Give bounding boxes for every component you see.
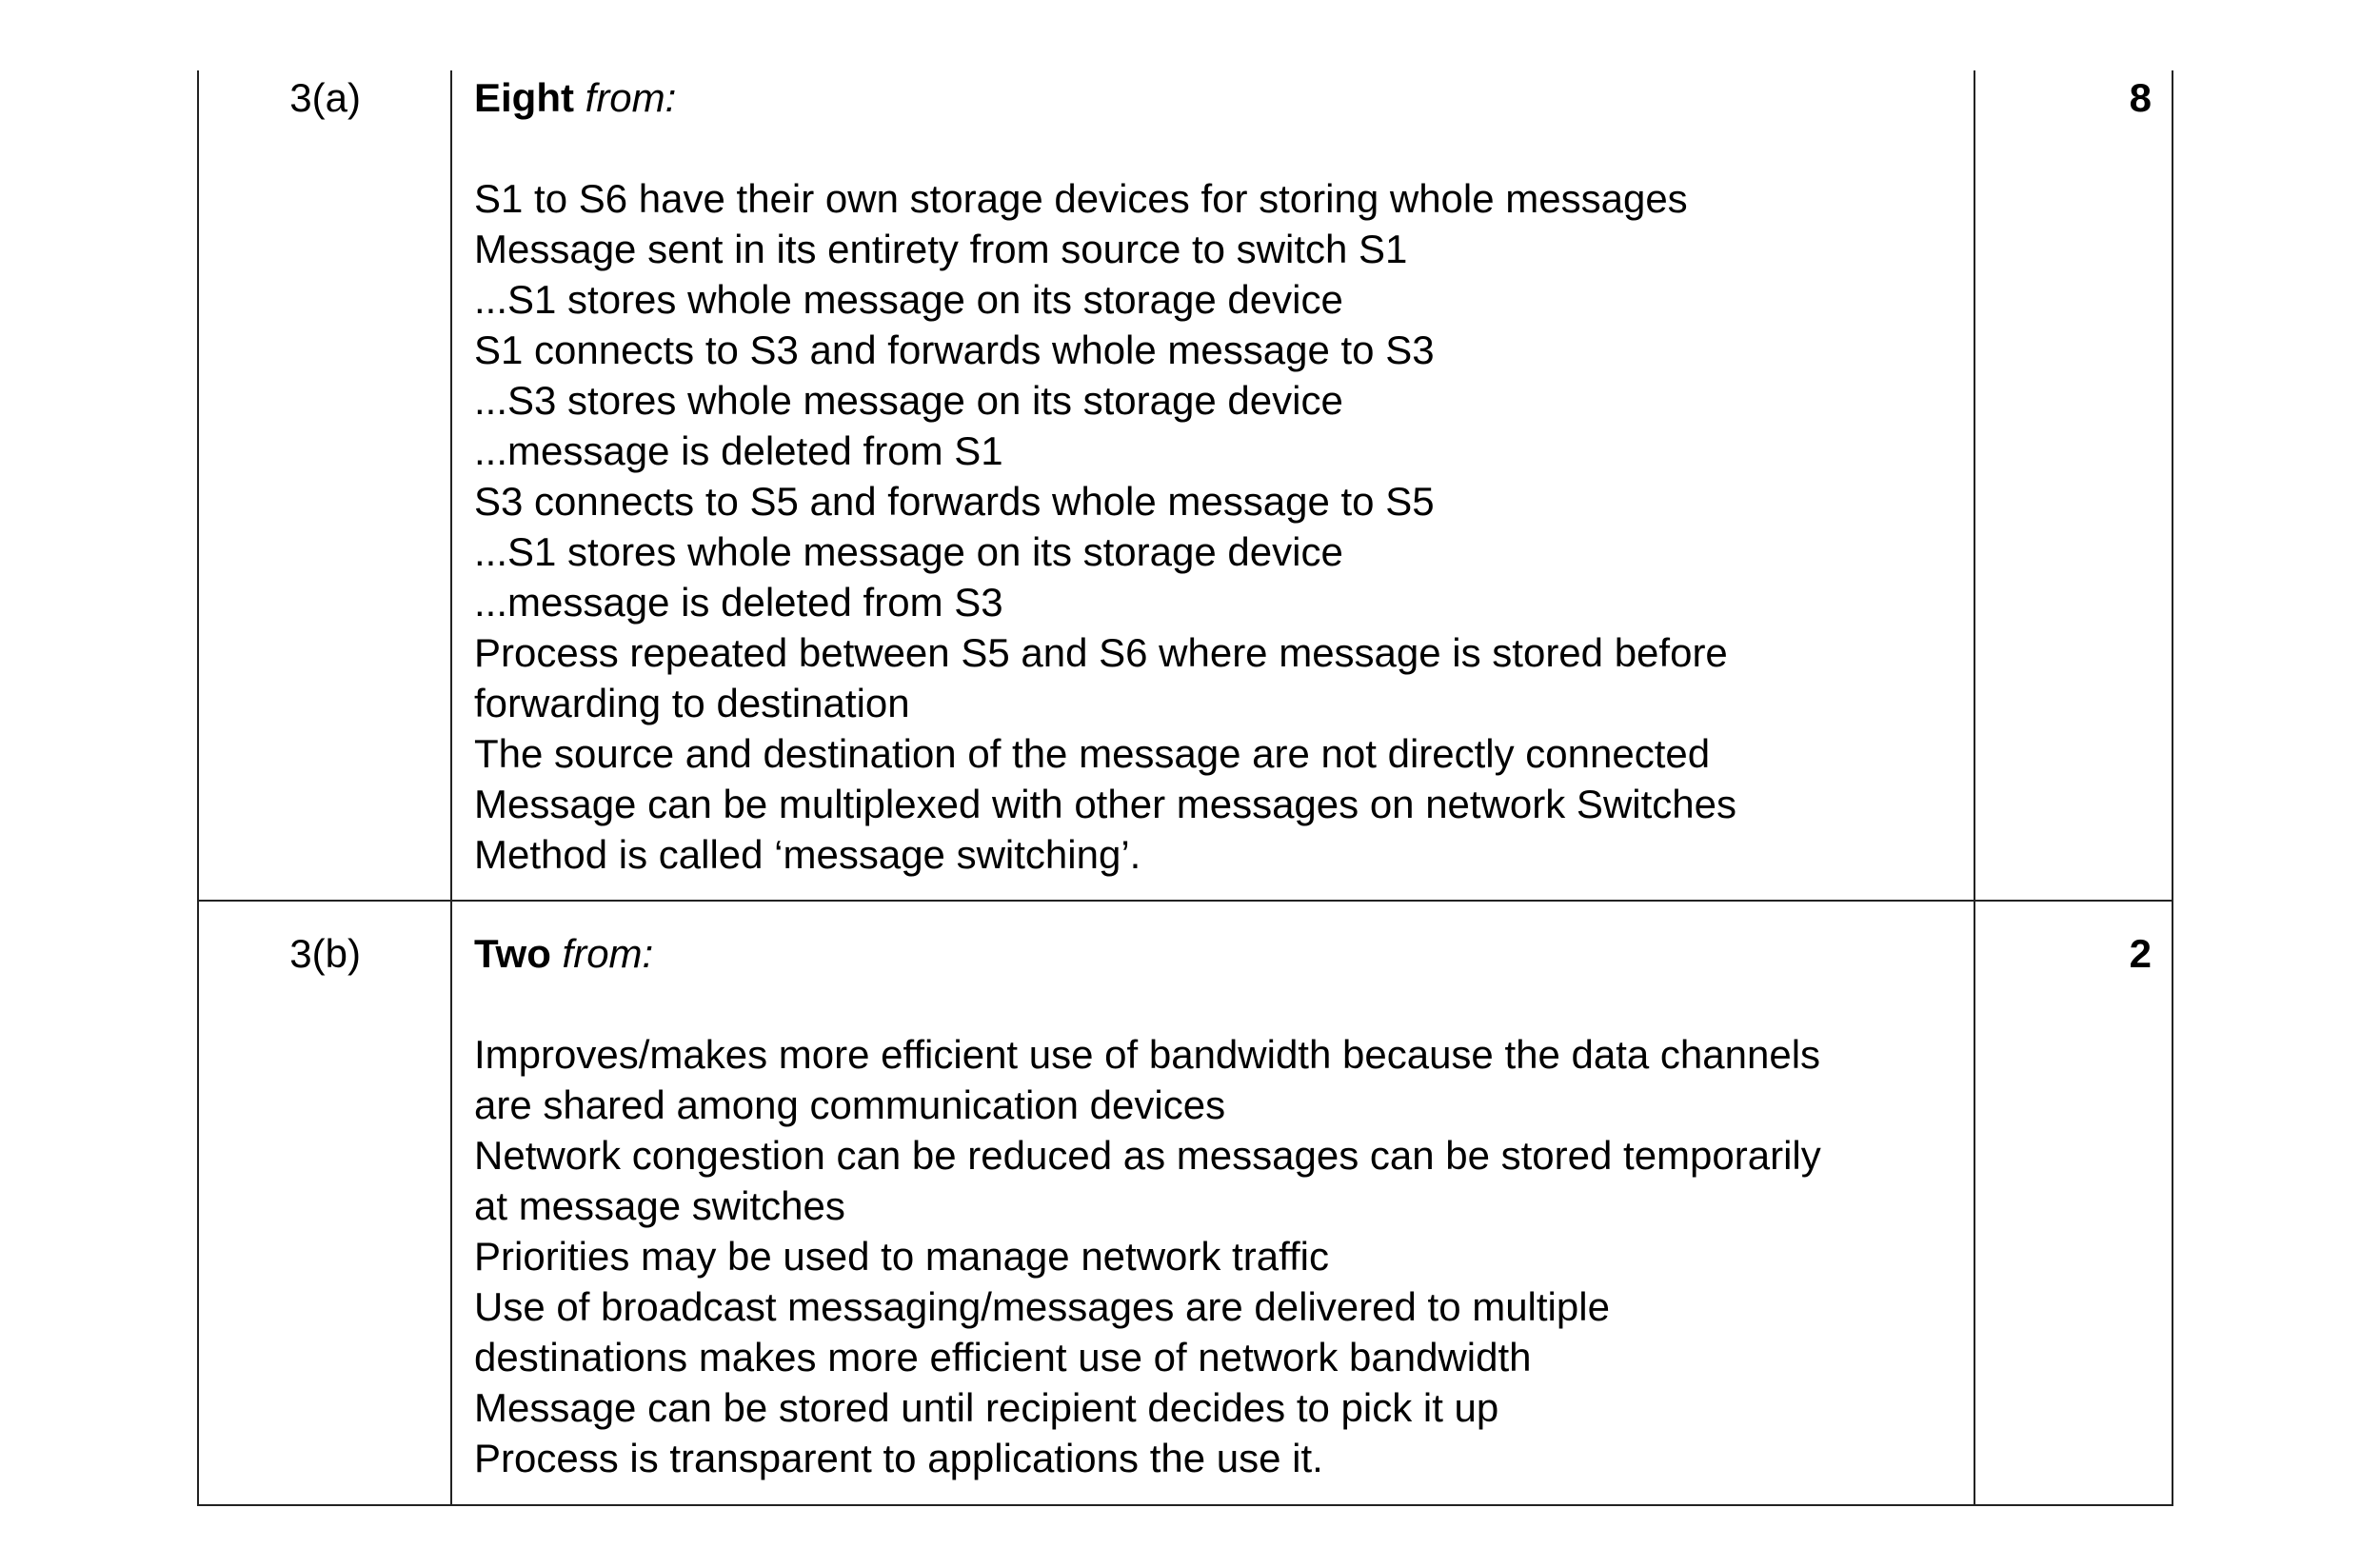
answer-line: ...S1 stores whole message on its storage device [474, 529, 1343, 574]
heading-from: from: [562, 931, 654, 976]
question-number: 3(b) [199, 902, 452, 1504]
answer-line: Message sent in its entirety from source to switch S1 [474, 227, 1408, 271]
answer-line: ...S1 stores whole message on its storage device [474, 277, 1343, 322]
answer-heading [474, 72, 1954, 123]
answer-line: S3 connects to S5 and forwards whole message to S5 [474, 479, 1435, 524]
answer-lines [474, 1029, 1954, 1483]
heading-count: Two [474, 931, 551, 976]
answer-line: Use of broadcast messaging/messages are delivered to multiple [474, 1284, 1610, 1329]
answer-line: Priorities may be used to manage network traffic [474, 1234, 1329, 1279]
mark-scheme-table [197, 70, 2173, 1506]
answer-line: Process is transparent to applications the use it. [474, 1436, 1323, 1480]
answer-line: The source and destination of the message are not directly connected [474, 731, 1711, 776]
answer-line: ...message is deleted from S1 [474, 428, 1003, 473]
answer-line: forwarding to destination [474, 681, 910, 725]
answer-line: S1 to S6 have their own storage devices for storing whole messages [474, 176, 1688, 221]
answer-line: ...message is deleted from S3 [474, 580, 1003, 625]
heading-from: from: [585, 75, 677, 120]
answer-lines [474, 173, 1954, 880]
answer-line: Improves/makes more efficient use of bandwidth because the data channels [474, 1032, 1821, 1077]
answer-heading [474, 928, 1954, 979]
answer-line: ...S3 stores whole message on its storage device [474, 378, 1343, 423]
answer-line: Message can be multiplexed with other messages on network Switches [474, 782, 1736, 826]
spacer [474, 979, 1954, 1029]
answer-line: at message switches [474, 1183, 845, 1228]
table-row [199, 70, 2172, 900]
answer-line: Network congestion can be reduced as messages can be stored temporarily [474, 1133, 1821, 1178]
answer-line: S1 connects to S3 and forwards whole message to S3 [474, 327, 1435, 372]
marks-value: 8 [2129, 75, 2152, 120]
answer-line: are shared among communication devices [474, 1082, 1226, 1127]
answer-line: Message can be stored until recipient decides to pick it up [474, 1385, 1499, 1430]
marks-value: 2 [2129, 931, 2152, 976]
spacer [474, 123, 1954, 173]
heading-count: Eight [474, 75, 574, 120]
answer-line: Process repeated between S5 and S6 where message is stored before [474, 630, 1728, 675]
answer-line: Method is called ‘message switching’. [474, 832, 1141, 877]
answer-cell [452, 902, 1975, 1504]
answer-line: destinations makes more efficient use of network bandwidth [474, 1335, 1532, 1379]
answer-cell [452, 70, 1975, 900]
table-row [199, 900, 2172, 1504]
question-number: 3(a) [199, 70, 452, 900]
